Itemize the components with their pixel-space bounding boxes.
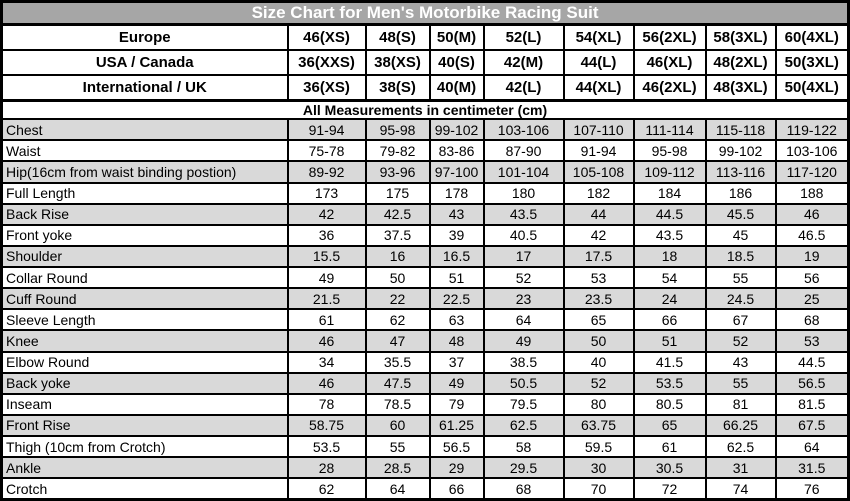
size-value-cell: 50(M): [430, 25, 484, 50]
measurement-row: [2, 288, 849, 309]
measurement-label: Thigh (10cm from Crotch): [2, 436, 288, 457]
measurement-value-cell: 16.5: [430, 246, 484, 267]
measurement-value-cell: 83-86: [430, 140, 484, 161]
measurement-value-cell: 67.5: [776, 415, 849, 436]
measurement-value-cell: 62: [366, 309, 430, 330]
measurement-value-cell: 64: [484, 309, 564, 330]
measurement-value-cell: 58.75: [288, 415, 366, 436]
measurement-value-cell: 182: [564, 183, 634, 204]
measurement-value-cell: 15.5: [288, 246, 366, 267]
size-value-cell: 48(S): [366, 25, 430, 50]
measurement-label: Crotch: [2, 478, 288, 499]
measurement-value-cell: 117-120: [776, 161, 849, 182]
size-value-cell: 54(XL): [564, 25, 634, 50]
size-chart-body: [2, 2, 849, 500]
measurement-value-cell: 81: [706, 394, 776, 415]
measurement-value-cell: 184: [634, 183, 706, 204]
measurement-value-cell: 103-106: [484, 119, 564, 140]
measurement-value-cell: 79-82: [366, 140, 430, 161]
measurement-value-cell: 99-102: [706, 140, 776, 161]
measurement-value-cell: 36: [288, 225, 366, 246]
measurement-value-cell: 55: [366, 436, 430, 457]
measurement-value-cell: 68: [776, 309, 849, 330]
measurement-value-cell: 41.5: [634, 352, 706, 373]
measurement-value-cell: 63.75: [564, 415, 634, 436]
measurement-value-cell: 46: [288, 373, 366, 394]
measurement-value-cell: 16: [366, 246, 430, 267]
measurement-value-cell: 79.5: [484, 394, 564, 415]
measurement-value-cell: 40: [564, 352, 634, 373]
measurement-value-cell: 29: [430, 457, 484, 478]
measurement-row: [2, 352, 849, 373]
measurement-value-cell: 46.5: [776, 225, 849, 246]
measurement-value-cell: 50: [564, 330, 634, 351]
measurement-value-cell: 40.5: [484, 225, 564, 246]
measurement-value-cell: 109-112: [634, 161, 706, 182]
size-value-cell: 46(XL): [634, 50, 706, 75]
measurement-row: [2, 161, 849, 182]
size-value-cell: 38(XS): [366, 50, 430, 75]
measurement-row: [2, 140, 849, 161]
measurement-value-cell: 17: [484, 246, 564, 267]
measurement-value-cell: 25: [776, 288, 849, 309]
measurement-row: [2, 119, 849, 140]
measurement-label: Full Length: [2, 183, 288, 204]
units-note-row: [2, 100, 849, 119]
measurement-value-cell: 49: [484, 330, 564, 351]
measurement-value-cell: 61: [288, 309, 366, 330]
measurement-value-cell: 91-94: [564, 140, 634, 161]
measurement-label: Back Rise: [2, 204, 288, 225]
measurement-value-cell: 22.5: [430, 288, 484, 309]
size-value-cell: 44(XL): [564, 75, 634, 100]
measurement-value-cell: 81.5: [776, 394, 849, 415]
measurement-value-cell: 80: [564, 394, 634, 415]
measurement-value-cell: 56.5: [430, 436, 484, 457]
measurement-value-cell: 45: [706, 225, 776, 246]
measurement-row: [2, 225, 849, 246]
measurement-value-cell: 111-114: [634, 119, 706, 140]
measurement-label: Collar Round: [2, 267, 288, 288]
size-value-cell: 42(L): [484, 75, 564, 100]
measurement-value-cell: 45.5: [706, 204, 776, 225]
measurement-value-cell: 97-100: [430, 161, 484, 182]
measurement-value-cell: 44.5: [776, 352, 849, 373]
size-value-cell: 36(XS): [288, 75, 366, 100]
measurement-value-cell: 42.5: [366, 204, 430, 225]
measurement-label: Ankle: [2, 457, 288, 478]
measurement-label: Shoulder: [2, 246, 288, 267]
measurement-value-cell: 49: [430, 373, 484, 394]
measurement-value-cell: 62.5: [484, 415, 564, 436]
size-system-label: International / UK: [2, 75, 288, 100]
measurement-value-cell: 99-102: [430, 119, 484, 140]
chart-title: Size Chart for Men's Motorbike Racing Suit: [2, 2, 849, 25]
measurement-row: [2, 373, 849, 394]
measurement-value-cell: 119-122: [776, 119, 849, 140]
measurement-value-cell: 30: [564, 457, 634, 478]
measurement-value-cell: 53.5: [634, 373, 706, 394]
measurement-value-cell: 178: [430, 183, 484, 204]
size-system-label: Europe: [2, 25, 288, 50]
measurement-value-cell: 105-108: [564, 161, 634, 182]
measurement-value-cell: 30.5: [634, 457, 706, 478]
measurement-value-cell: 28.5: [366, 457, 430, 478]
measurement-value-cell: 23: [484, 288, 564, 309]
measurement-label: Sleeve Length: [2, 309, 288, 330]
measurement-value-cell: 49: [288, 267, 366, 288]
measurement-value-cell: 31: [706, 457, 776, 478]
measurement-value-cell: 61.25: [430, 415, 484, 436]
measurement-value-cell: 93-96: [366, 161, 430, 182]
measurement-value-cell: 175: [366, 183, 430, 204]
measurement-value-cell: 63: [430, 309, 484, 330]
measurement-row: [2, 436, 849, 457]
measurement-value-cell: 64: [366, 478, 430, 499]
measurement-value-cell: 76: [776, 478, 849, 499]
measurement-value-cell: 44: [564, 204, 634, 225]
measurement-label: Knee: [2, 330, 288, 351]
measurement-value-cell: 52: [484, 267, 564, 288]
measurement-label: Front yoke: [2, 225, 288, 246]
measurement-value-cell: 91-94: [288, 119, 366, 140]
measurement-value-cell: 21.5: [288, 288, 366, 309]
measurement-value-cell: 42: [288, 204, 366, 225]
measurement-value-cell: 55: [706, 373, 776, 394]
measurement-value-cell: 78.5: [366, 394, 430, 415]
size-value-cell: 40(S): [430, 50, 484, 75]
measurement-value-cell: 18.5: [706, 246, 776, 267]
measurement-value-cell: 37: [430, 352, 484, 373]
size-value-cell: 58(3XL): [706, 25, 776, 50]
measurement-value-cell: 180: [484, 183, 564, 204]
size-value-cell: 40(M): [430, 75, 484, 100]
measurement-value-cell: 28: [288, 457, 366, 478]
measurement-value-cell: 42: [564, 225, 634, 246]
measurement-value-cell: 65: [564, 309, 634, 330]
size-value-cell: 56(2XL): [634, 25, 706, 50]
measurement-label: Inseam: [2, 394, 288, 415]
measurement-label: Front Rise: [2, 415, 288, 436]
measurement-value-cell: 37.5: [366, 225, 430, 246]
measurement-row: [2, 394, 849, 415]
measurement-value-cell: 95-98: [366, 119, 430, 140]
measurement-value-cell: 51: [430, 267, 484, 288]
measurement-value-cell: 70: [564, 478, 634, 499]
measurement-row: [2, 183, 849, 204]
size-value-cell: 50(3XL): [776, 50, 849, 75]
measurement-value-cell: 62.5: [706, 436, 776, 457]
measurement-value-cell: 64: [776, 436, 849, 457]
measurement-value-cell: 113-116: [706, 161, 776, 182]
measurement-value-cell: 51: [634, 330, 706, 351]
measurement-value-cell: 74: [706, 478, 776, 499]
size-value-cell: 60(4XL): [776, 25, 849, 50]
size-value-cell: 36(XXS): [288, 50, 366, 75]
measurement-value-cell: 43: [706, 352, 776, 373]
measurement-value-cell: 55: [706, 267, 776, 288]
measurement-value-cell: 52: [706, 330, 776, 351]
measurement-value-cell: 79: [430, 394, 484, 415]
size-value-cell: 48(2XL): [706, 50, 776, 75]
measurement-value-cell: 52: [564, 373, 634, 394]
measurement-value-cell: 24.5: [706, 288, 776, 309]
measurement-value-cell: 19: [776, 246, 849, 267]
measurement-label: Back yoke: [2, 373, 288, 394]
measurement-value-cell: 47.5: [366, 373, 430, 394]
size-value-cell: 48(3XL): [706, 75, 776, 100]
measurement-label: Chest: [2, 119, 288, 140]
measurement-row: [2, 309, 849, 330]
measurement-value-cell: 29.5: [484, 457, 564, 478]
size-value-cell: 42(M): [484, 50, 564, 75]
measurement-value-cell: 34: [288, 352, 366, 373]
measurement-value-cell: 23.5: [564, 288, 634, 309]
measurement-value-cell: 95-98: [634, 140, 706, 161]
measurement-value-cell: 46: [776, 204, 849, 225]
measurement-row: [2, 204, 849, 225]
measurement-value-cell: 17.5: [564, 246, 634, 267]
measurement-label: Hip(16cm from waist binding postion): [2, 161, 288, 182]
measurement-value-cell: 53.5: [288, 436, 366, 457]
measurement-value-cell: 66: [634, 309, 706, 330]
measurement-value-cell: 173: [288, 183, 366, 204]
measurement-value-cell: 72: [634, 478, 706, 499]
measurement-value-cell: 58: [484, 436, 564, 457]
measurement-value-cell: 47: [366, 330, 430, 351]
measurement-value-cell: 38.5: [484, 352, 564, 373]
measurement-value-cell: 35.5: [366, 352, 430, 373]
size-system-row: [2, 25, 849, 50]
measurement-value-cell: 66: [430, 478, 484, 499]
measurement-value-cell: 78: [288, 394, 366, 415]
measurement-value-cell: 59.5: [564, 436, 634, 457]
measurement-value-cell: 61: [634, 436, 706, 457]
measurement-value-cell: 18: [634, 246, 706, 267]
measurement-value-cell: 107-110: [564, 119, 634, 140]
measurement-value-cell: 43.5: [634, 225, 706, 246]
measurement-value-cell: 22: [366, 288, 430, 309]
measurement-value-cell: 103-106: [776, 140, 849, 161]
measurement-value-cell: 50: [366, 267, 430, 288]
measurement-value-cell: 60: [366, 415, 430, 436]
size-system-row: [2, 75, 849, 100]
measurement-value-cell: 80.5: [634, 394, 706, 415]
measurement-value-cell: 115-118: [706, 119, 776, 140]
measurement-value-cell: 53: [564, 267, 634, 288]
title-row: [2, 2, 849, 25]
measurement-value-cell: 54: [634, 267, 706, 288]
measurement-value-cell: 24: [634, 288, 706, 309]
measurement-value-cell: 46: [288, 330, 366, 351]
measurement-value-cell: 53: [776, 330, 849, 351]
measurement-value-cell: 186: [706, 183, 776, 204]
measurement-value-cell: 62: [288, 478, 366, 499]
size-value-cell: 46(2XL): [634, 75, 706, 100]
size-system-row: [2, 50, 849, 75]
measurement-value-cell: 39: [430, 225, 484, 246]
measurement-label: Elbow Round: [2, 352, 288, 373]
measurement-value-cell: 43: [430, 204, 484, 225]
measurement-value-cell: 66.25: [706, 415, 776, 436]
measurement-value-cell: 75-78: [288, 140, 366, 161]
measurement-row: [2, 457, 849, 478]
size-system-label: USA / Canada: [2, 50, 288, 75]
measurement-row: [2, 267, 849, 288]
measurement-value-cell: 43.5: [484, 204, 564, 225]
measurement-value-cell: 101-104: [484, 161, 564, 182]
measurement-row: [2, 415, 849, 436]
measurement-label: Waist: [2, 140, 288, 161]
measurement-value-cell: 87-90: [484, 140, 564, 161]
measurement-value-cell: 68: [484, 478, 564, 499]
size-value-cell: 38(S): [366, 75, 430, 100]
size-value-cell: 50(4XL): [776, 75, 849, 100]
measurement-value-cell: 44.5: [634, 204, 706, 225]
measurement-label: Cuff Round: [2, 288, 288, 309]
measurement-value-cell: 48: [430, 330, 484, 351]
measurement-value-cell: 188: [776, 183, 849, 204]
size-value-cell: 46(XS): [288, 25, 366, 50]
measurement-value-cell: 31.5: [776, 457, 849, 478]
size-value-cell: 52(L): [484, 25, 564, 50]
measurement-value-cell: 56.5: [776, 373, 849, 394]
size-value-cell: 44(L): [564, 50, 634, 75]
measurement-value-cell: 56: [776, 267, 849, 288]
measurement-value-cell: 50.5: [484, 373, 564, 394]
units-note: All Measurements in centimeter (cm): [2, 100, 849, 119]
measurement-row: [2, 330, 849, 351]
measurement-row: [2, 478, 849, 499]
measurement-row: [2, 246, 849, 267]
measurement-value-cell: 65: [634, 415, 706, 436]
measurement-value-cell: 89-92: [288, 161, 366, 182]
measurement-value-cell: 67: [706, 309, 776, 330]
